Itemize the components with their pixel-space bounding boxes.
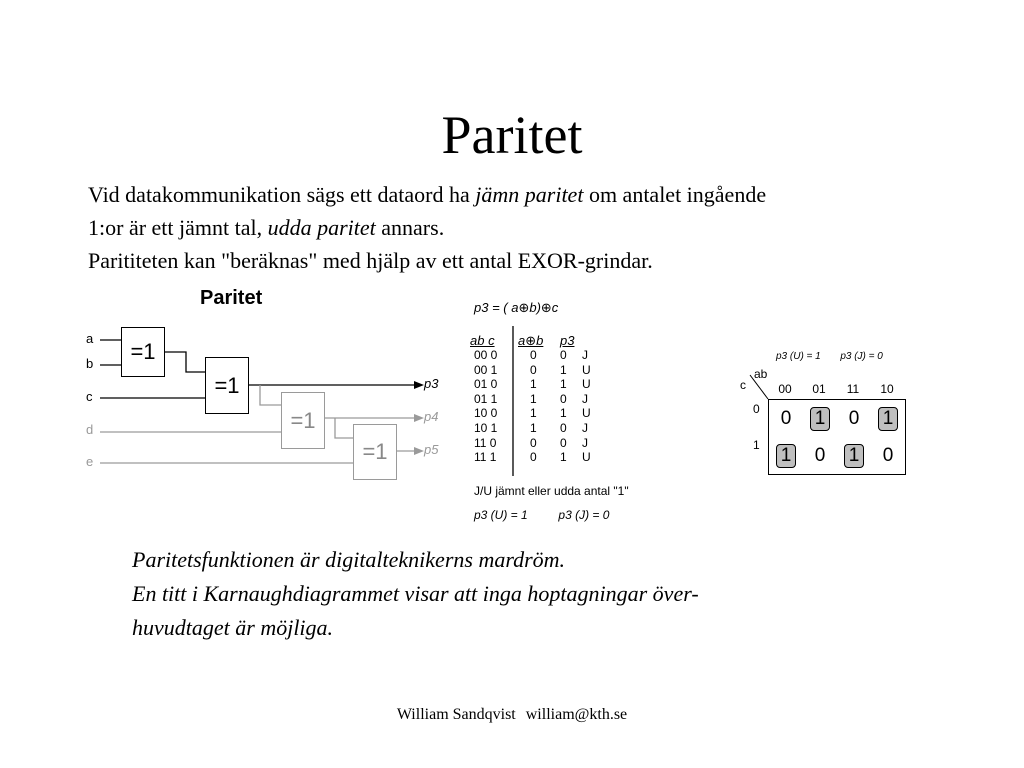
tt-cell-parity: U — [582, 377, 591, 392]
tt-cell-abc: 11 1 — [474, 450, 497, 465]
tt-header-p3: p3 — [560, 333, 575, 348]
tt-cell-parity: J — [582, 435, 588, 450]
km-col-var: ab — [754, 367, 768, 381]
tt-header-abc: ab c — [470, 333, 495, 348]
slide-title: Paritet — [441, 105, 583, 165]
tt-cell-axorb: 0 — [530, 450, 537, 465]
karnaugh-cell-value: 1 — [878, 407, 898, 431]
input-a-label: a — [86, 331, 94, 346]
tt-cell-p3: 1 — [560, 406, 567, 421]
km-def-u: p3 (U) = 1 — [776, 351, 821, 362]
tt-cell-abc: 01 1 — [474, 391, 498, 406]
tt-cell-p3: 0 — [560, 348, 567, 362]
km-row-0: 0 — [753, 402, 760, 416]
input-b-label: b — [86, 356, 94, 371]
km-col-01: 01 — [812, 382, 826, 396]
tt-cell-axorb: 0 — [530, 362, 537, 377]
tt-cell-p3: 1 — [560, 362, 567, 377]
karnaugh-cell-value: 1 — [810, 407, 830, 431]
tt-cell-abc: 01 0 — [474, 377, 498, 392]
input-c-label: c — [86, 389, 93, 404]
xor-gate-3: =1 — [281, 392, 325, 449]
tt-cell-abc: 10 0 — [474, 406, 498, 421]
karnaugh-cell-value: 0 — [882, 445, 894, 466]
karnaugh-cell-value: 0 — [814, 445, 826, 466]
tt-cell-parity: J — [582, 348, 588, 362]
term-even-parity: jämn paritet — [475, 182, 584, 207]
intro-text-part: Vid datakommunikation sägs ett dataord ha — [88, 182, 476, 207]
xor-gate-1: =1 — [121, 327, 165, 377]
remark-line-3: huvudtaget är möjliga. — [132, 615, 334, 640]
def-u: p3 (U) = 1 — [474, 508, 528, 522]
tt-cell-parity: U — [582, 362, 591, 377]
karnaugh-cell-value: 0 — [780, 408, 792, 429]
karnaugh-cell — [769, 437, 803, 474]
tt-cell-p3: 0 — [560, 435, 567, 450]
truth-table-formula: p3 = ( a⊕b)⊕c — [474, 300, 559, 315]
intro-line-3: Parititeten kan "beräknas" med hjälp av ett antal EXOR-grindar. — [88, 248, 653, 273]
karnaugh-cell-value: 0 — [848, 408, 860, 429]
km-row-var: c — [740, 378, 746, 392]
remark-text — [132, 543, 992, 645]
tt-cell-axorb: 1 — [530, 406, 537, 421]
karnaugh-cell — [871, 400, 905, 437]
tt-cell-axorb: 1 — [530, 420, 537, 435]
input-e-label: e — [86, 454, 94, 469]
karnaugh-cell — [837, 400, 871, 437]
karnaugh-cell — [871, 437, 905, 474]
karnaugh-grid — [768, 399, 906, 475]
remark-line-1: Paritetsfunktionen är digitalteknikerns mardröm. — [132, 547, 566, 572]
intro-text-part: 1:or är ett jämnt tal, — [88, 215, 268, 240]
karnaugh-cell — [837, 437, 871, 474]
tt-cell-p3: 0 — [560, 420, 567, 435]
km-col-11: 11 — [846, 382, 860, 396]
footer — [0, 706, 1024, 724]
tt-cell-abc: 10 1 — [474, 420, 498, 435]
karnaugh-cell — [803, 437, 837, 474]
intro-text-part: annars. — [375, 215, 445, 240]
def-j: p3 (J) = 0 — [558, 508, 610, 522]
tt-cell-p3: 1 — [560, 377, 567, 392]
tt-cell-axorb: 1 — [530, 391, 537, 406]
tt-cell-p3: 1 — [560, 450, 567, 465]
tt-cell-axorb: 0 — [530, 435, 537, 450]
karnaugh-cell — [769, 400, 803, 437]
tt-cell-abc: 00 0 — [474, 348, 498, 362]
tt-cell-parity: U — [582, 450, 591, 465]
xor-gate-2: =1 — [205, 357, 249, 414]
input-d-label: d — [86, 422, 94, 437]
circuit-label: Paritet — [200, 287, 263, 309]
tt-header-axorb: a⊕b — [518, 333, 544, 348]
karnaugh-cell-value: 1 — [776, 444, 796, 468]
km-col-00: 00 — [778, 382, 792, 396]
tt-cell-abc: 00 1 — [474, 362, 498, 377]
km-col-10: 10 — [880, 382, 894, 396]
km-row-1: 1 — [753, 438, 760, 452]
output-p5-label: p5 — [424, 442, 439, 457]
author-email: william@kth.se — [525, 706, 628, 723]
tt-cell-axorb: 1 — [530, 377, 537, 392]
tt-cell-parity: J — [582, 391, 588, 406]
output-p4-label: p4 — [424, 409, 439, 424]
tt-cell-p3: 0 — [560, 391, 567, 406]
remark-line-2: En titt i Karnaughdiagrammet visar att inga hoptagningar över- — [132, 581, 699, 606]
tt-cell-parity: U — [582, 406, 591, 421]
intro-text-part: om antalet ingående — [583, 182, 767, 207]
karnaugh-cell-value: 1 — [844, 444, 864, 468]
tt-cell-abc: 11 0 — [474, 435, 497, 450]
tt-cell-axorb: 0 — [530, 348, 537, 362]
author-name: William Sandqvist — [396, 706, 516, 723]
km-def-j: p3 (J) = 0 — [840, 351, 883, 362]
tt-cell-parity: J — [582, 420, 588, 435]
term-odd-parity: udda paritet — [267, 215, 376, 240]
output-p3-label: p3 — [424, 376, 439, 391]
karnaugh-cell — [803, 400, 837, 437]
xor-gate-4: =1 — [353, 424, 397, 480]
truth-table-note: J/U jämnt eller udda antal "1" — [474, 484, 629, 498]
